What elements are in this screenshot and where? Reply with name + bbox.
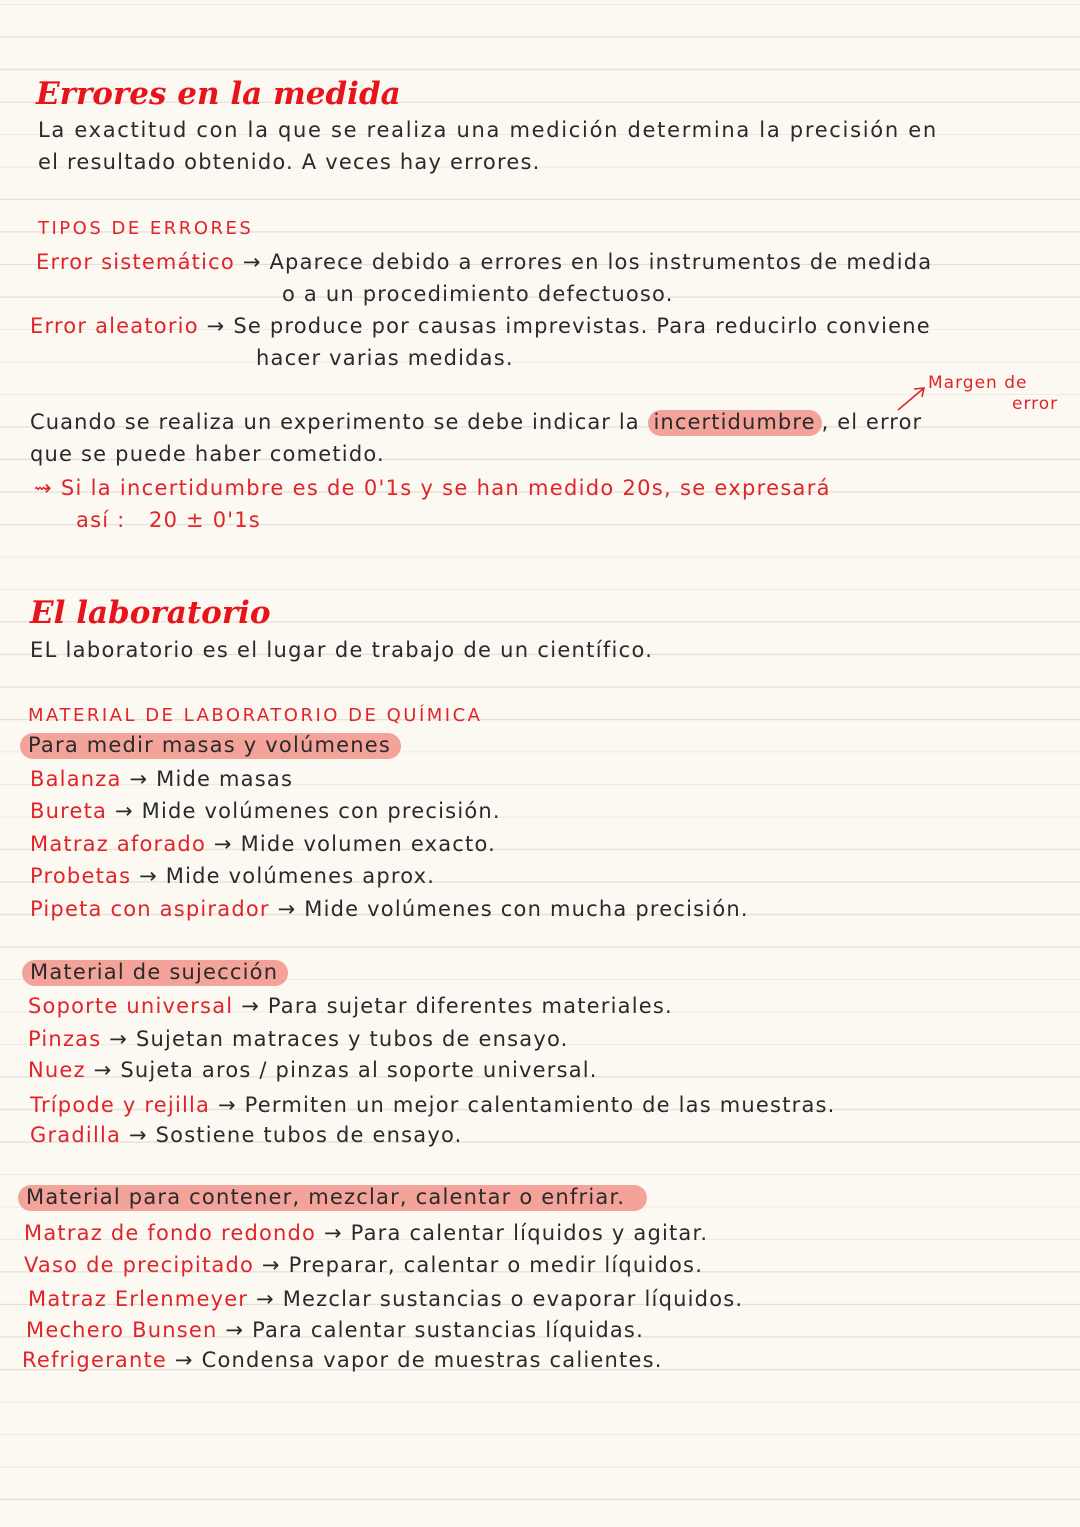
- item-def: Para calentar sustancias líquidas.: [252, 1318, 644, 1342]
- item-term: Pinzas: [28, 1027, 102, 1051]
- list-item: [30, 864, 435, 888]
- list-item: [22, 1348, 663, 1372]
- item-term: Vaso de precipitado: [24, 1253, 255, 1277]
- intro-line-2: el resultado obtenido. A veces hay errores.: [38, 150, 541, 174]
- section-title-errores: Errores en la medida: [36, 76, 401, 112]
- list-item: [28, 1058, 598, 1082]
- example-text: Si la incertidumbre es de 0'1s y se han medido 20s, se expresará: [60, 476, 831, 500]
- uncertainty-text-post: , el error: [821, 410, 923, 434]
- group-holding-title: [22, 960, 288, 984]
- uncertainty-line-1: [30, 410, 922, 434]
- item-def: Sostiene tubos de ensayo.: [155, 1123, 463, 1147]
- group-title-highlight: Material de sujección: [22, 960, 288, 986]
- example-line-2: [76, 508, 261, 532]
- arrow-icon: →: [206, 314, 234, 338]
- squiggle-arrow-icon: ⇝: [34, 476, 61, 500]
- list-item: [28, 1287, 743, 1311]
- group-measure-title: [20, 733, 401, 757]
- margin-note-2: error: [1012, 394, 1059, 414]
- error-random-def: Se produce por causas imprevistas. Para reducirlo conviene: [233, 314, 931, 338]
- arrow-icon: →: [107, 799, 142, 823]
- item-def: Permiten un mejor calentamiento de las muestras.: [244, 1093, 836, 1117]
- arrow-icon: →: [167, 1348, 202, 1372]
- item-term: Balanza: [30, 767, 122, 791]
- error-systematic-term: Error sistemático: [36, 250, 235, 274]
- error-random-def-cont: hacer varias medidas.: [256, 346, 514, 370]
- arrow-icon: →: [233, 994, 268, 1018]
- example-line-1: [34, 476, 831, 500]
- item-def: Mide volúmenes aprox.: [165, 864, 436, 888]
- item-term: Matraz aforado: [30, 832, 207, 856]
- list-item: [30, 832, 496, 856]
- arrow-icon: →: [121, 767, 157, 791]
- uncertainty-line-2: que se puede haber cometido.: [30, 442, 385, 466]
- list-item: [28, 994, 673, 1018]
- list-item: [30, 897, 749, 921]
- error-systematic-row: [36, 250, 932, 274]
- item-def: Preparar, calentar o medir líquidos.: [288, 1253, 704, 1277]
- item-def: Para sujetar diferentes materiales.: [267, 994, 673, 1018]
- arrow-icon: →: [248, 1287, 283, 1311]
- material-heading: MATERIAL DE LABORATORIO DE QUÍMICA: [28, 705, 483, 726]
- item-def: Sujetan matraces y tubos de ensayo.: [135, 1027, 569, 1051]
- item-term: Bureta: [30, 799, 108, 823]
- uncertainty-text-pre: Cuando se realiza un experimento se debe indicar la: [30, 410, 640, 434]
- example-value: 20 ± 0'1s: [149, 508, 261, 532]
- item-term: Gradilla: [30, 1123, 122, 1147]
- arrow-icon: →: [85, 1058, 121, 1082]
- item-def: Mide volúmenes con precisión.: [141, 799, 501, 823]
- item-term: Matraz Erlenmeyer: [28, 1287, 249, 1311]
- arrow-icon: →: [131, 864, 166, 888]
- arrow-icon: →: [210, 1093, 245, 1117]
- group-container-title: [18, 1185, 647, 1209]
- uncertainty-highlight: incertidumbre: [648, 410, 822, 436]
- error-systematic-def: Aparece debido a errores en los instrumentos de medida: [269, 250, 933, 274]
- arrow-icon: →: [217, 1318, 253, 1342]
- arrow-icon: →: [316, 1221, 351, 1245]
- item-term: Nuez: [28, 1058, 86, 1082]
- lab-intro: EL laboratorio es el lugar de trabajo de un científico.: [30, 638, 654, 662]
- intro-line-1: La exactitud con la que se realiza una medición determina la precisión en: [38, 118, 938, 142]
- item-def: Mide volúmenes con mucha precisión.: [304, 897, 749, 921]
- item-def: Mide masas: [156, 767, 294, 791]
- group-title-highlight: Material para contener, mezclar, calentar o enfriar.: [18, 1185, 647, 1211]
- list-item: [26, 1318, 644, 1342]
- group-title-highlight: Para medir masas y volúmenes: [20, 733, 401, 759]
- item-def: Para calentar líquidos y agitar.: [350, 1221, 709, 1245]
- list-item: [28, 1027, 569, 1051]
- error-random-row: [30, 314, 931, 338]
- margin-note-1: Margen de: [928, 373, 1028, 393]
- list-item: [24, 1253, 703, 1277]
- list-item: [30, 1123, 463, 1147]
- arrow-icon: →: [121, 1123, 156, 1147]
- list-item: [24, 1221, 708, 1245]
- item-term: Trípode y rejilla: [30, 1093, 211, 1117]
- list-item: [30, 799, 501, 823]
- arrow-icon: →: [206, 832, 241, 856]
- item-def: Sujeta aros / pinzas al soporte universal.: [120, 1058, 598, 1082]
- item-term: Refrigerante: [22, 1348, 168, 1372]
- error-systematic-def-cont: o a un procedimiento defectuoso.: [282, 282, 674, 306]
- list-item: [30, 1093, 836, 1117]
- section-title-laboratorio: El laboratorio: [30, 595, 271, 631]
- pointer-arrow-icon: [896, 384, 932, 412]
- item-term: Pipeta con aspirador: [30, 897, 270, 921]
- item-term: Matraz de fondo redondo: [24, 1221, 317, 1245]
- list-item: [30, 767, 293, 791]
- arrow-icon: →: [101, 1027, 136, 1051]
- error-random-term: Error aleatorio: [30, 314, 199, 338]
- arrow-icon: →: [269, 897, 305, 921]
- arrow-icon: →: [242, 250, 270, 274]
- item-def: Mezclar sustancias o evaporar líquidos.: [282, 1287, 744, 1311]
- arrow-icon: →: [254, 1253, 289, 1277]
- item-def: Condensa vapor de muestras calientes.: [201, 1348, 663, 1372]
- example-label: así :: [76, 508, 126, 532]
- item-term: Soporte universal: [28, 994, 234, 1018]
- item-def: Mide volumen exacto.: [240, 832, 497, 856]
- types-heading: TIPOS DE ERRORES: [38, 218, 254, 239]
- item-term: Probetas: [30, 864, 132, 888]
- item-term: Mechero Bunsen: [26, 1318, 218, 1342]
